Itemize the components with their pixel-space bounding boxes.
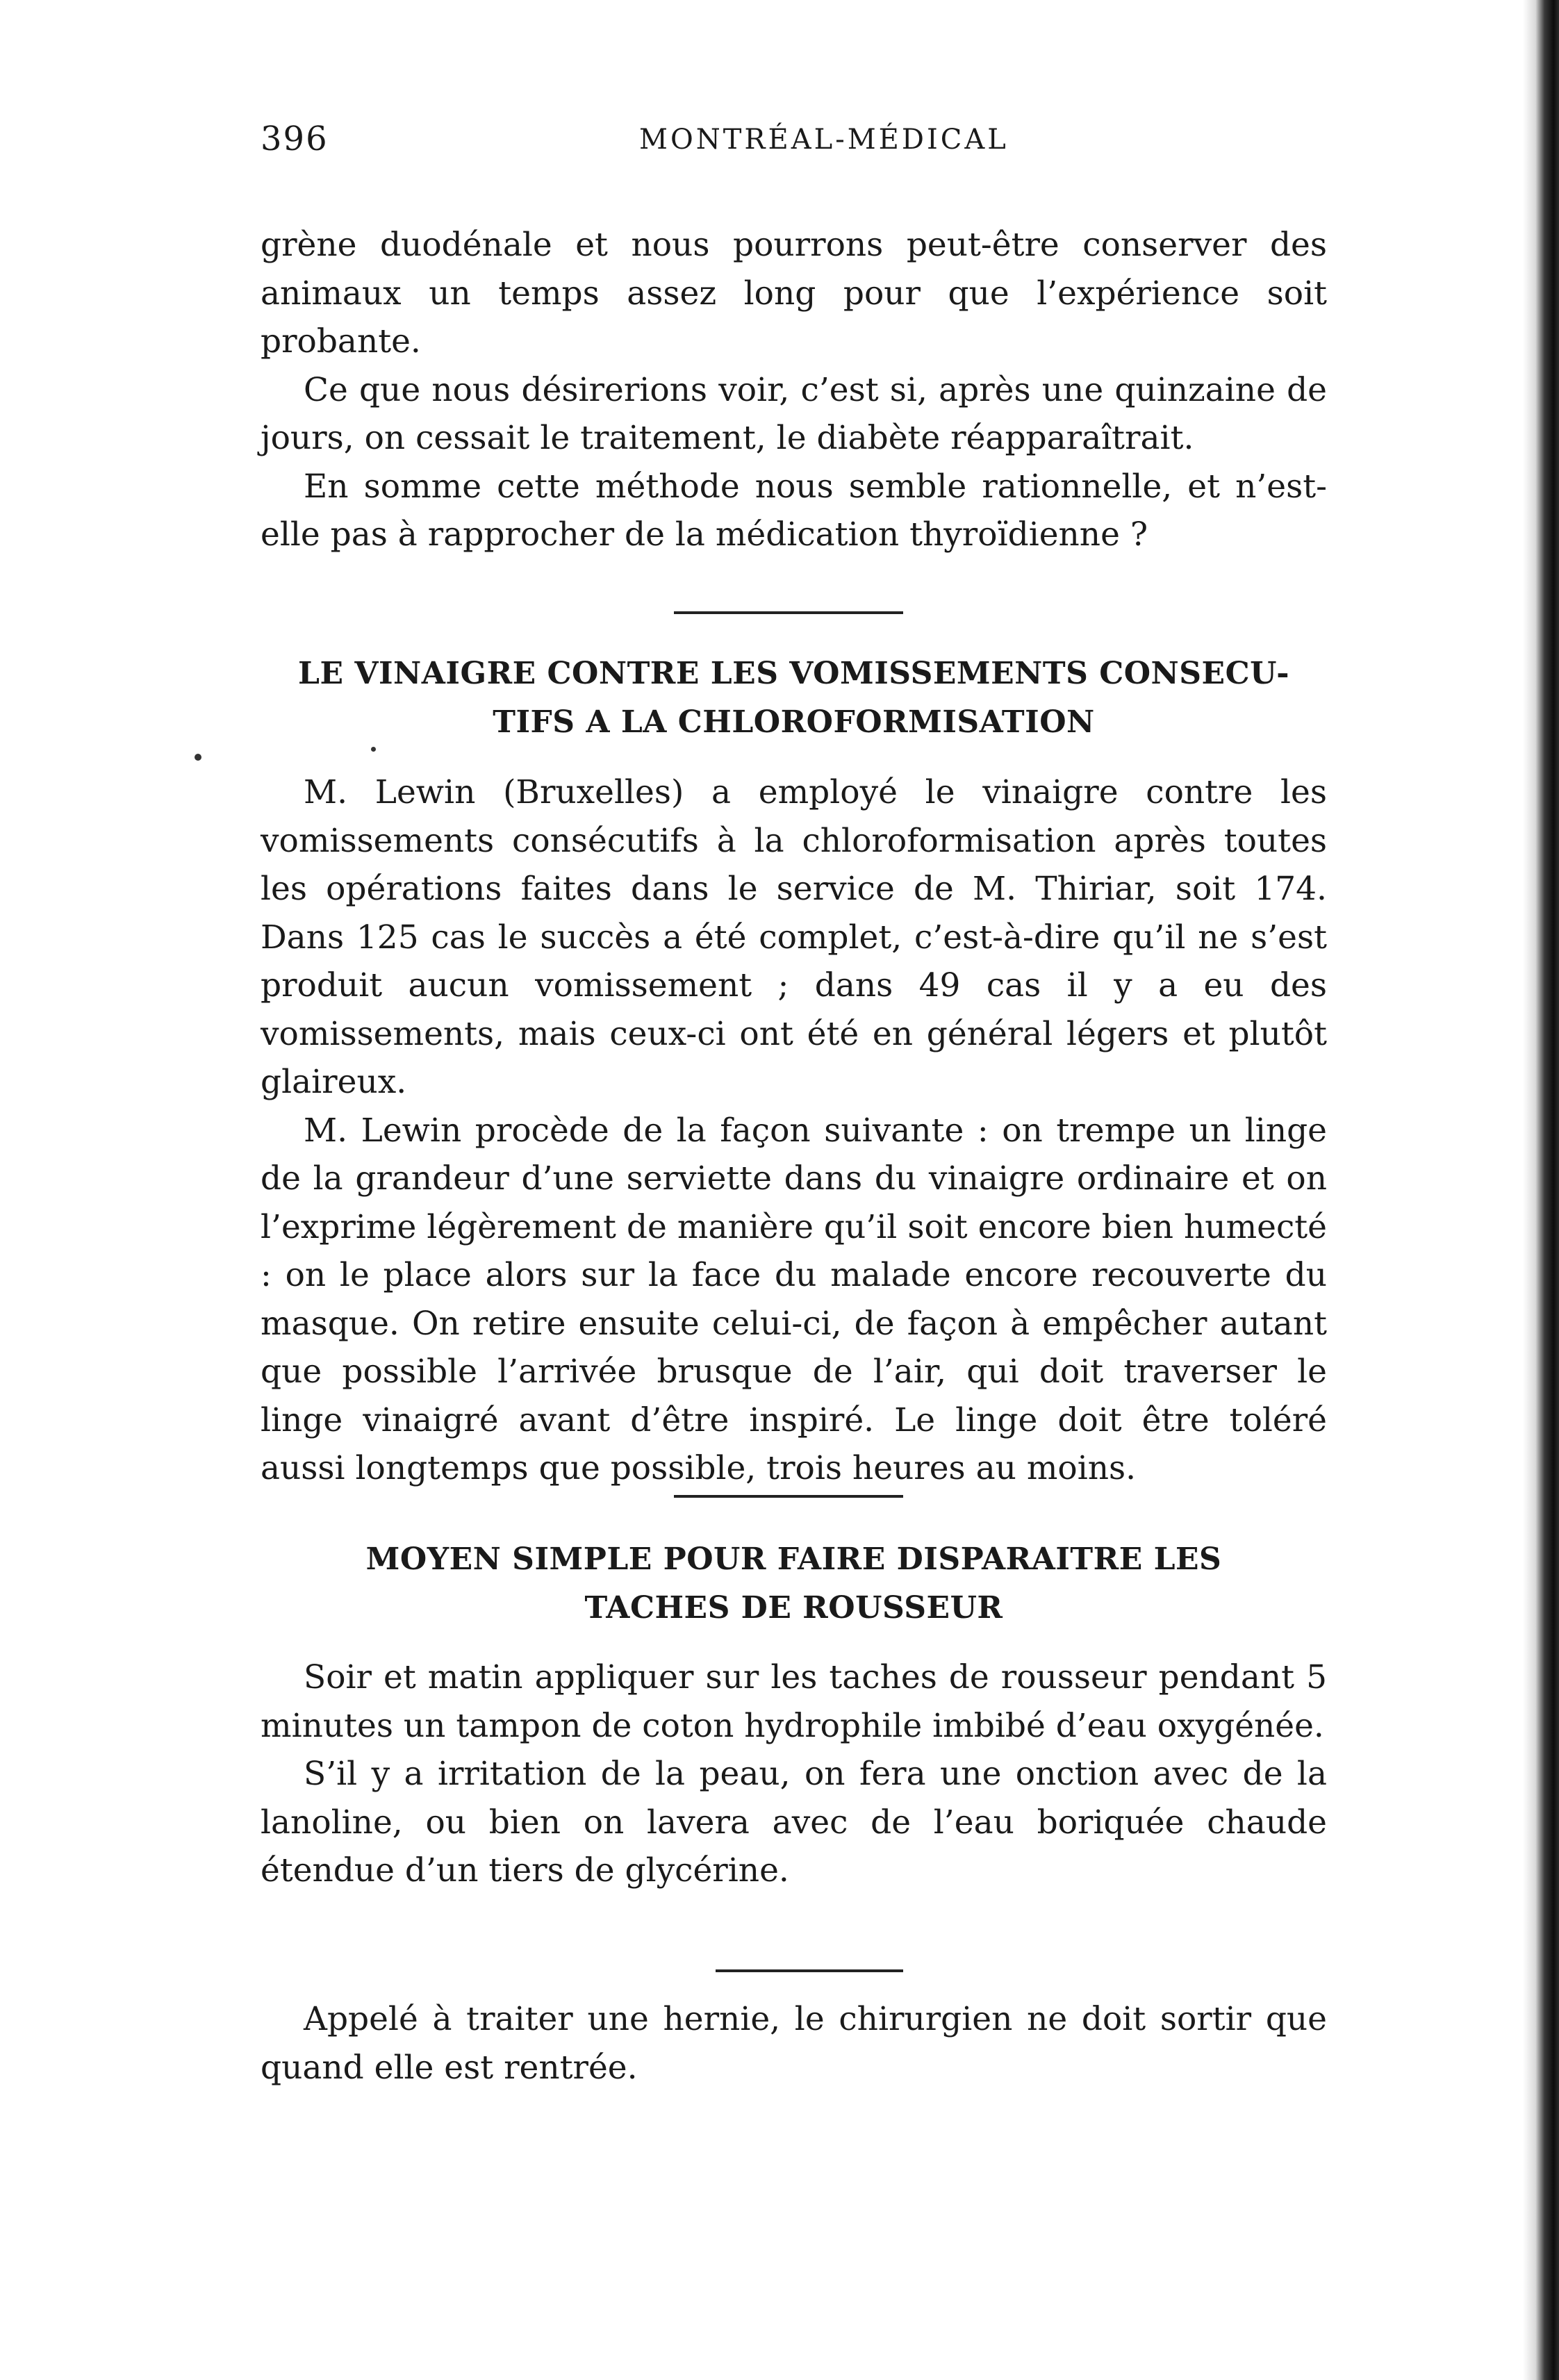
section2-paragraph-2: S’il y a irritation de la peau, on fera une onction avec de la lanoline, ou bien on lavera avec de l’eau boriquée chaude étendue d’un tiers de glycérine. bbox=[261, 1755, 1327, 1890]
intro-text bbox=[261, 221, 1327, 559]
closing-text bbox=[261, 1995, 1327, 2092]
section2-heading-line1: MOYEN SIMPLE POUR FAIRE DISPARAITRE LES bbox=[365, 1542, 1222, 1577]
ink-speck bbox=[371, 747, 376, 752]
section1-text bbox=[261, 768, 1327, 1493]
closing-paragraph: Appelé à traiter une hernie, le chirurgien ne doit sortir que quand elle est rentrée. bbox=[261, 2000, 1327, 2087]
section-divider-2 bbox=[674, 1495, 903, 1498]
running-head bbox=[261, 119, 1327, 168]
page-number: 396 bbox=[261, 119, 329, 158]
section2-heading bbox=[261, 1535, 1327, 1633]
intro-paragraph-2: Ce que nous désirerions voir, c’est si, après une quinzaine de jours, on cessait le traitement, le diabète réapparaîtrait. bbox=[261, 370, 1327, 457]
ink-speck bbox=[195, 754, 201, 761]
section1-heading bbox=[261, 650, 1327, 747]
section-divider-3 bbox=[716, 1969, 903, 1972]
section1-paragraph-2: M. Lewin procède de la façon suivante : on trempe un linge de la grandeur d’une serviette dans du vinaigre ordinaire et on l’exprime légèrement de manière qu’il soit encore bien humecté : on le place alors sur la face du malade encore recouverte du masque. On retire ensuite celui-ci, de façon à empêcher autant que possible l’arrivée brusque de l’air, qui doit traverser le linge vinaigré avant d’être inspiré. Le linge doit être toléré aussi longtemps que possible, trois heures au moins. bbox=[261, 1111, 1327, 1487]
section2-text bbox=[261, 1653, 1327, 1895]
section2-paragraph-1: Soir et matin appliquer sur les taches de rousseur pendant 5 minutes un tampon de coton hydrophile imbibé d’eau oxygénée. bbox=[261, 1658, 1327, 1745]
section-divider-1 bbox=[674, 611, 903, 614]
section2-heading-line2: TACHES DE ROUSSEUR bbox=[584, 1590, 1003, 1626]
section1-paragraph-1: M. Lewin (Bruxelles) a employé le vinaigre contre les vomissements consécutifs à la chloroformisation après toutes les opérations faites dans le service de M. Thiriar, soit 174. Dans 125 cas le succès a été complet, c’est-à-dire qu’il ne s’est produit aucun vomissement ; dans 49 cas il y a eu des vomissements, mais ceux-ci ont été en général légers et plutôt glaireux. bbox=[261, 773, 1327, 1101]
page-binding-shadow bbox=[1523, 0, 1559, 2380]
section1-heading-line2: TIFS A LA CHLOROFORMISATION bbox=[493, 704, 1095, 740]
section1-heading-line1: LE VINAIGRE CONTRE LES VOMISSEMENTS CONSECU- bbox=[298, 656, 1289, 691]
intro-paragraph-1: grène duodénale et nous pourrons peut-être conserver des animaux un temps assez long pour que l’expérience soit probante. bbox=[261, 226, 1327, 361]
journal-title: MONTRÉAL-MÉDICAL bbox=[639, 124, 1009, 156]
intro-paragraph-3: En somme cette méthode nous semble rationnelle, et n’est-elle pas à rapprocher de la médication thyroïdienne ? bbox=[261, 467, 1327, 554]
